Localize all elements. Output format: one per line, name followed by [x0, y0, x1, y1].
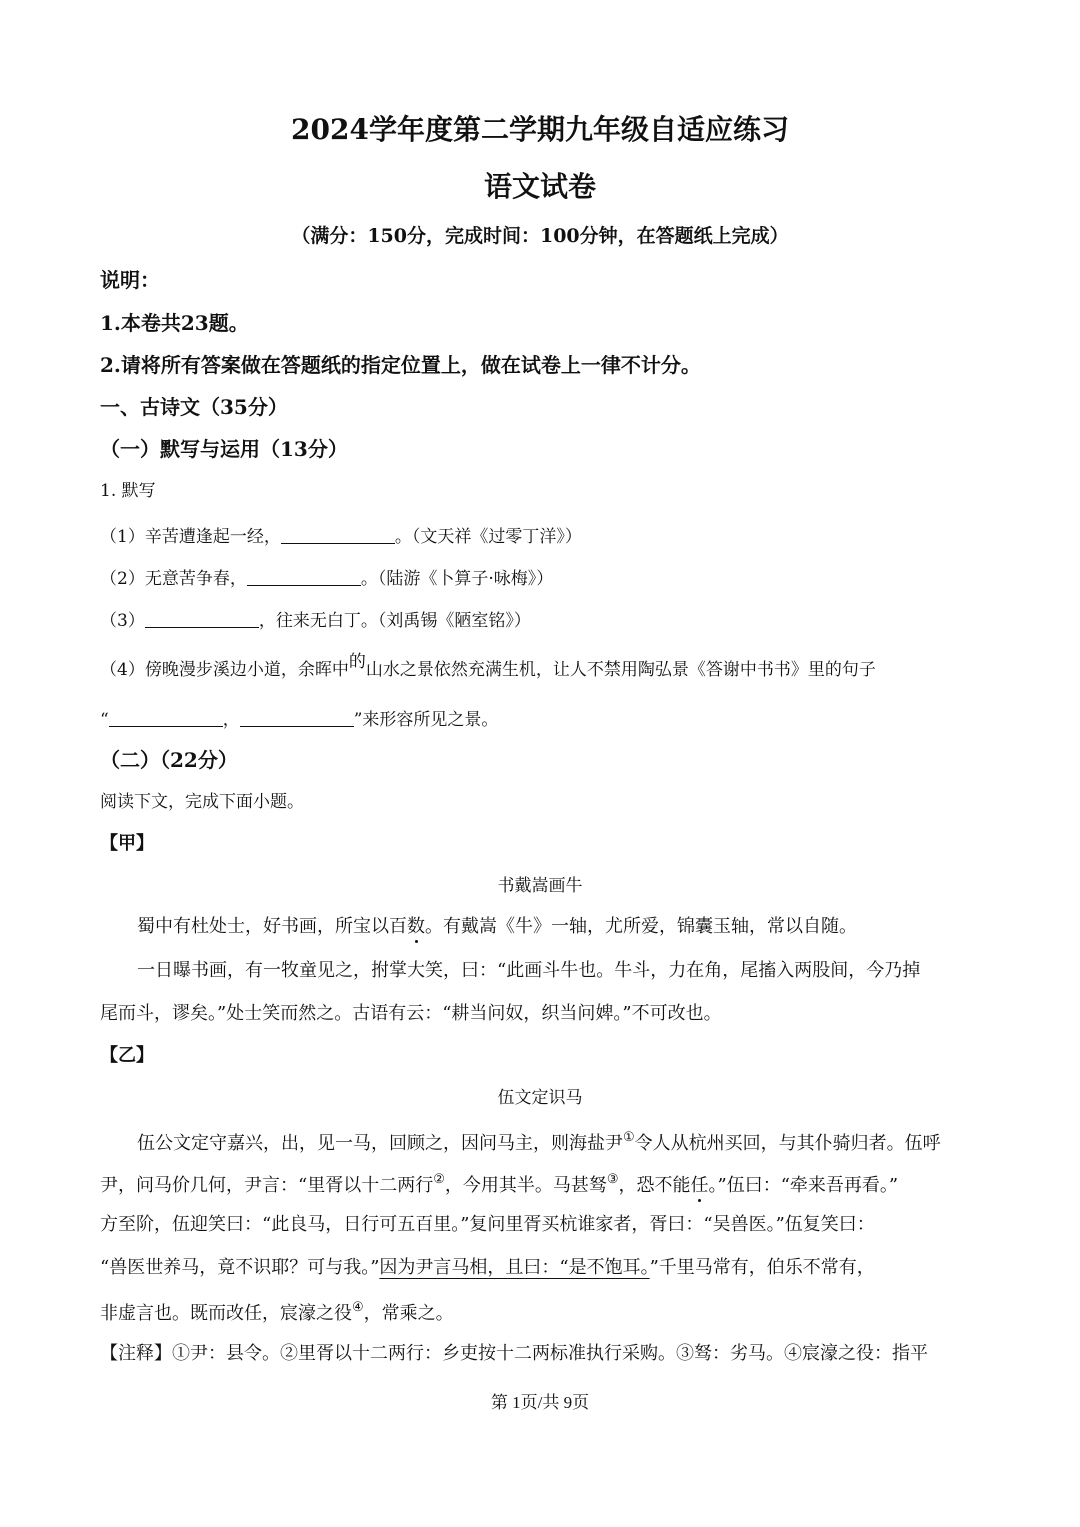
answer-blank — [240, 708, 354, 727]
passage-paragraph — [137, 918, 857, 936]
item-text: （2）无意苦争春， — [100, 569, 247, 589]
item-text: 山水之景依然充满生机，让人不禁用陶弘景《答谢中书书》里的句子 — [365, 660, 876, 680]
passage-line: 方至阶，伍迎笑曰：“此良马，日行可五百里。”复问里胥买杭谁家者，胥曰：“吴兽医。”伍复笑曰： — [100, 1214, 875, 1235]
footnote-mark: ④ — [352, 1300, 364, 1315]
dictation-item — [100, 652, 876, 680]
passage-line — [100, 1259, 875, 1277]
item-text: （3） — [100, 611, 145, 631]
passage-text: 蜀中有杜处士，好书画，所宝以百 — [137, 916, 407, 937]
part-heading: （一）默写与运用（13分） — [100, 437, 348, 461]
answer-blank — [145, 609, 259, 628]
passage-label-jia: 【甲】 — [100, 833, 154, 854]
instruction-item: 2.请将所有答案做在答题纸的指定位置上，做在试卷上一律不计分。 — [100, 353, 701, 377]
passage-text: ”千里马常有，伯乐不常有， — [649, 1257, 875, 1278]
answer-blank — [247, 567, 361, 586]
footnote-mark: ③ — [606, 1172, 619, 1187]
item-text: （4）傍晚漫步溪边小道，余晖中 — [100, 660, 349, 680]
passage-text: ，常乘之。 — [363, 1303, 454, 1324]
question-label: 1. 默写 — [100, 481, 156, 501]
passage-text: 。”伍曰：“牵来吾再看。” — [708, 1175, 899, 1196]
dictation-item-cont — [100, 708, 498, 729]
item-text: ，往来无白丁。（刘禹锡《陋室铭》） — [258, 611, 531, 631]
item-text: 的 — [348, 652, 366, 672]
exam-subtitle: 语文试卷 — [483, 170, 596, 203]
passage-title: 伍文定识马 — [497, 1088, 583, 1108]
dotted-char: 数 — [407, 916, 425, 937]
passage-line — [100, 1301, 454, 1323]
dictation-item — [100, 525, 582, 546]
answer-blank — [109, 708, 223, 727]
passage-line — [100, 1173, 898, 1195]
reading-instruction: 阅读下文，完成下面小题。 — [100, 792, 304, 812]
passage-text: ，今用其半。马甚驽 — [444, 1175, 607, 1196]
passage-paragraph-cont: 尾而斗，谬矣。”处士笑而然之。古语有云：“耕当问奴，织当问婢。”不可改也。 — [100, 1003, 722, 1024]
passage-text: 尹，问马价几何，尹言：“里胥以十二两行 — [100, 1175, 434, 1196]
item-text: ”来形容所见之景。 — [353, 710, 499, 730]
passage-paragraph: 一日曝书画，有一牧童见之，拊掌大笑，曰：“此画斗牛也。牛斗，力在角，尾搐入两股间，今乃掉 — [137, 960, 921, 981]
exam-title: 2024学年度第二学期九年级自适应练习 — [291, 113, 789, 146]
passage-text: 。有戴嵩《牛》一轴，尤所爱，锦囊玉轴，常以自随。 — [425, 916, 857, 937]
item-text: ， — [222, 710, 240, 730]
passage-text: 伍公文定守嘉兴，出，见一马，回顾之，因问马主，则海盐尹 — [137, 1133, 623, 1154]
underlined-sentence: 因为尹言马相，且曰：“是不饱耳。 — [379, 1257, 650, 1278]
item-text: 。（陆游《卜算子·咏梅》） — [360, 569, 554, 589]
dotted-char: 任 — [690, 1175, 709, 1196]
dictation-item — [100, 567, 553, 588]
item-text: 。（文天祥《过零丁洋》） — [394, 527, 582, 547]
passage-text: “兽医世养马，竟不识耶？可与我。” — [100, 1257, 380, 1278]
answer-blank — [281, 525, 395, 544]
footnote-mark: ① — [623, 1130, 635, 1145]
passage-title: 书戴嵩画牛 — [497, 876, 583, 896]
exam-meta: （满分：150分，完成时间：100分钟，在答题纸上完成） — [291, 225, 789, 247]
section-heading: 一、古诗文（35分） — [100, 395, 288, 419]
page-number: 第 1页/共 9页 — [490, 1393, 590, 1412]
instruction-item: 1.本卷共23题。 — [100, 311, 249, 335]
item-text: “ — [100, 710, 109, 730]
passage-text: ，恐不能 — [618, 1175, 691, 1196]
part-heading: （二）（22分） — [100, 748, 238, 772]
dictation-item — [100, 609, 531, 630]
passage-text: 非虚言也。既而改任，宸濠之役 — [100, 1303, 352, 1324]
passage-line — [137, 1131, 941, 1153]
passage-text: 令人从杭州买回，与其仆骑归者。伍呼 — [634, 1133, 941, 1154]
item-text: （1）辛苦遭逢起一经， — [100, 527, 281, 547]
instructions-label: 说明： — [100, 268, 160, 292]
passage-notes: 【注释】①尹：县令。②里胥以十二两行：乡吏按十二两标准执行采购。③驽：劣马。④宸濠之役：指平 — [100, 1343, 928, 1364]
passage-label-yi: 【乙】 — [100, 1045, 154, 1066]
footnote-mark: ② — [433, 1172, 445, 1187]
